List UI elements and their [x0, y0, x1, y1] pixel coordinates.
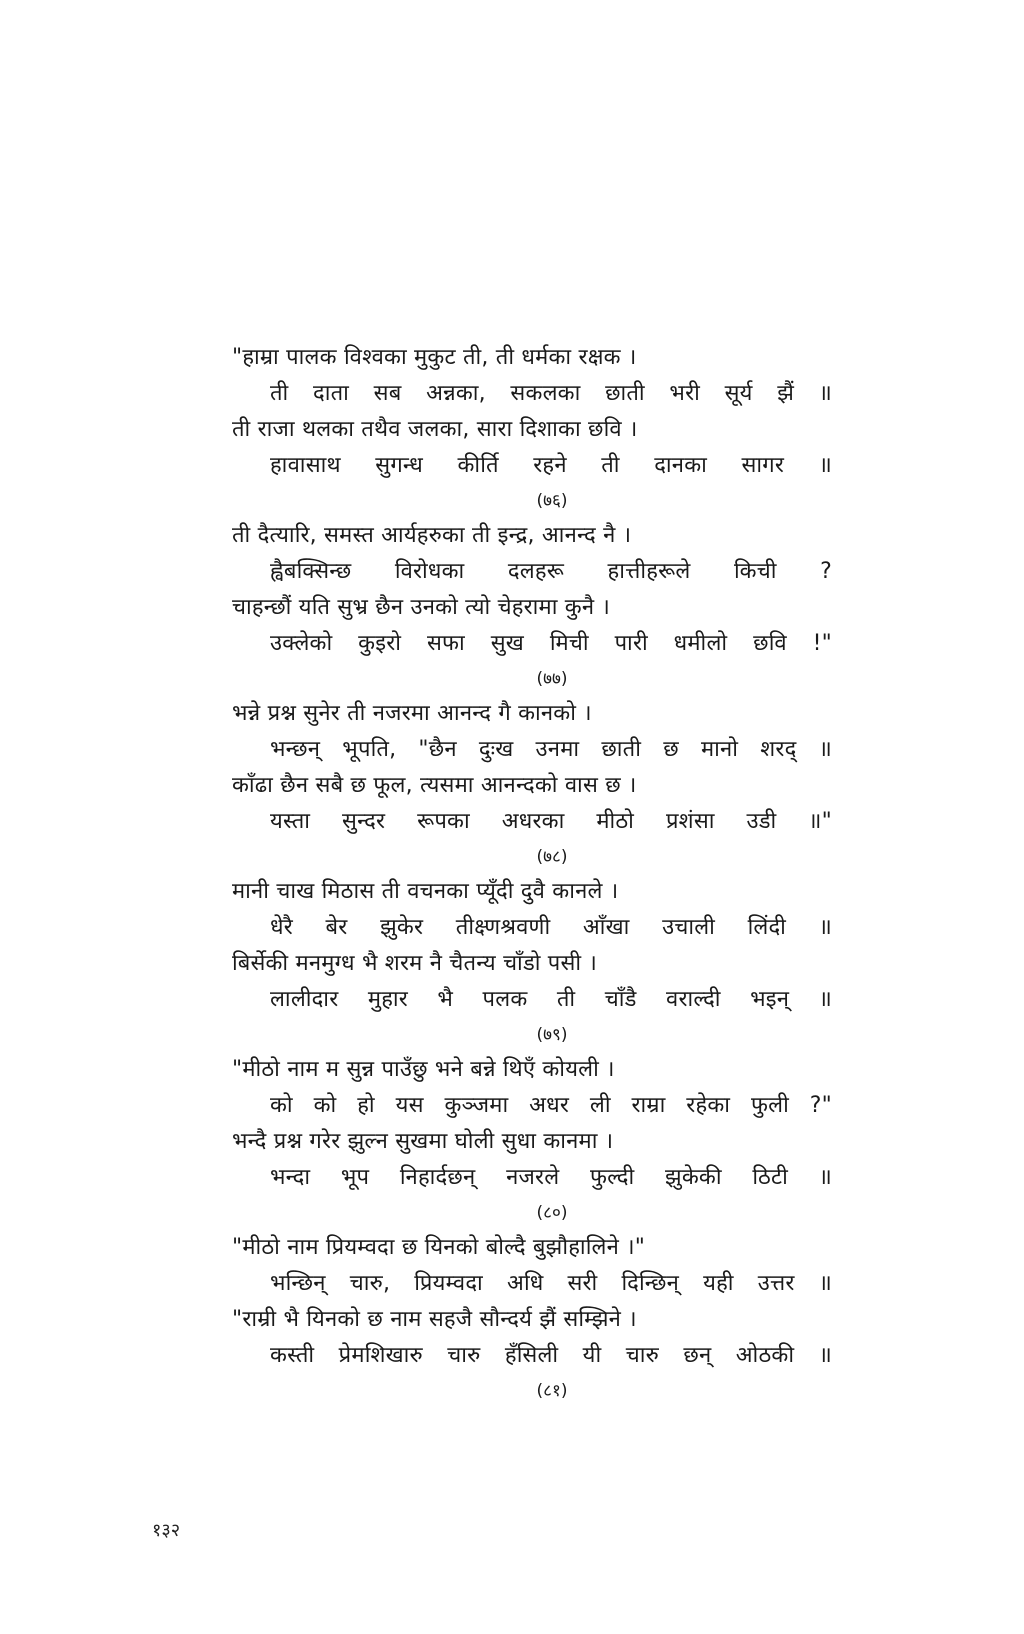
verse-line: काँढा छैन सबै छ फूल, त्यसमा आनन्दको वास छ । — [232, 773, 637, 798]
verse-line: भन्दै प्रश्न गरेर झुल्न सुखमा घोली सुधा कानमा । — [232, 1129, 614, 1154]
verse-number: (७९) — [536, 1025, 568, 1045]
verse-line: मानी चाख मिठास ती वचनका प्यूँदी दुवै कानले । — [232, 879, 619, 904]
verse-number: (८०) — [536, 1203, 568, 1223]
verse-line: लालीदार मुहार भै पलक ती चाँडै वराल्दी भइन् ॥ — [270, 987, 832, 1012]
verse-line: हावासाथ सुगन्ध कीर्ति रहने ती दानका सागर ॥ — [270, 453, 832, 478]
verse-number: (७७) — [536, 669, 568, 689]
verse-line: "मीठो नाम प्रियम्वदा छ यिनको बोल्दै बुझौहालिने ।" — [232, 1235, 646, 1260]
verse-line: "हाम्रा पालक विश्वका मुकुट ती, ती धर्मका रक्षक । — [232, 345, 637, 370]
verse-line: भन्छिन् चारु, प्रियम्वदा अधि सरी दिन्छिन् यही उत्तर ॥ — [270, 1271, 832, 1296]
verse-line: ती दाता सब अन्नका, सकलका छाती भरी सूर्य झैं ॥ — [270, 381, 832, 406]
verse-number: (८१) — [536, 1381, 568, 1401]
verse — [232, 518, 832, 696]
verse — [232, 874, 832, 1052]
verse — [232, 1052, 832, 1230]
verse-line: बिर्सेकी मनमुग्ध भै शरम नै चैतन्य चाँडो पसी । — [232, 951, 597, 976]
verse-line: धेरै बेर झुकेर तीक्ष्णश्रवणी आँखा उचाली लिंदी ॥ — [270, 915, 832, 940]
verse-line: ह्वैबक्सिन्छ विरोधका दलहरू हात्तीहरूले किची ? — [270, 559, 832, 584]
verse-line: भन्दा भूप निहार्दछन् नजरले फुल्दी झुकेकी ठिटी ॥ — [270, 1165, 832, 1190]
verse-number: (७८) — [536, 847, 568, 867]
verse — [232, 340, 832, 518]
verse-line: भन्ने प्रश्न सुनेर ती नजरमा आनन्द गै कानको । — [232, 701, 592, 726]
verse-line: को को हो यस कुञ्जमा अधर ली राम्रा रहेका फुली ?" — [270, 1093, 832, 1118]
verse-line: उक्लेको कुइरो सफा सुख मिची पारी धमीलो छवि !" — [270, 631, 832, 656]
verse — [232, 696, 832, 874]
verse-line: कस्ती प्रेमशिखारु चारु हँसिली यी चारु छन् ओठकी ॥ — [270, 1343, 832, 1368]
verse-line: यस्ता सुन्दर रूपका अधरका मीठो प्रशंसा उडी ॥" — [270, 809, 832, 834]
verse-line: "मीठो नाम म सुन्न पाउँछु भने बन्ने थिएँ कोयली । — [232, 1057, 615, 1082]
verse-line: चाहन्छौं यति सुभ्र छैन उनको त्यो चेहरामा कुनै । — [232, 595, 611, 620]
poem-body — [232, 340, 832, 1408]
verse-number: (७६) — [536, 491, 568, 511]
verse-line: ती दैत्यारि, समस्त आर्यहरुका ती इन्द्र, आनन्द नै । — [232, 523, 632, 548]
page-number: १३२ — [152, 1520, 181, 1541]
verse-line: "राम्री भै यिनको छ नाम सहजै सौन्दर्य झैं सम्झिने । — [232, 1307, 637, 1332]
verse — [232, 1230, 832, 1408]
verse-line: भन्छन् भूपति, "छैन दुःख उनमा छाती छ मानो शरद् ॥ — [270, 737, 832, 762]
verse-line: ती राजा थलका तथैव जलका, सारा दिशाका छवि । — [232, 417, 638, 442]
